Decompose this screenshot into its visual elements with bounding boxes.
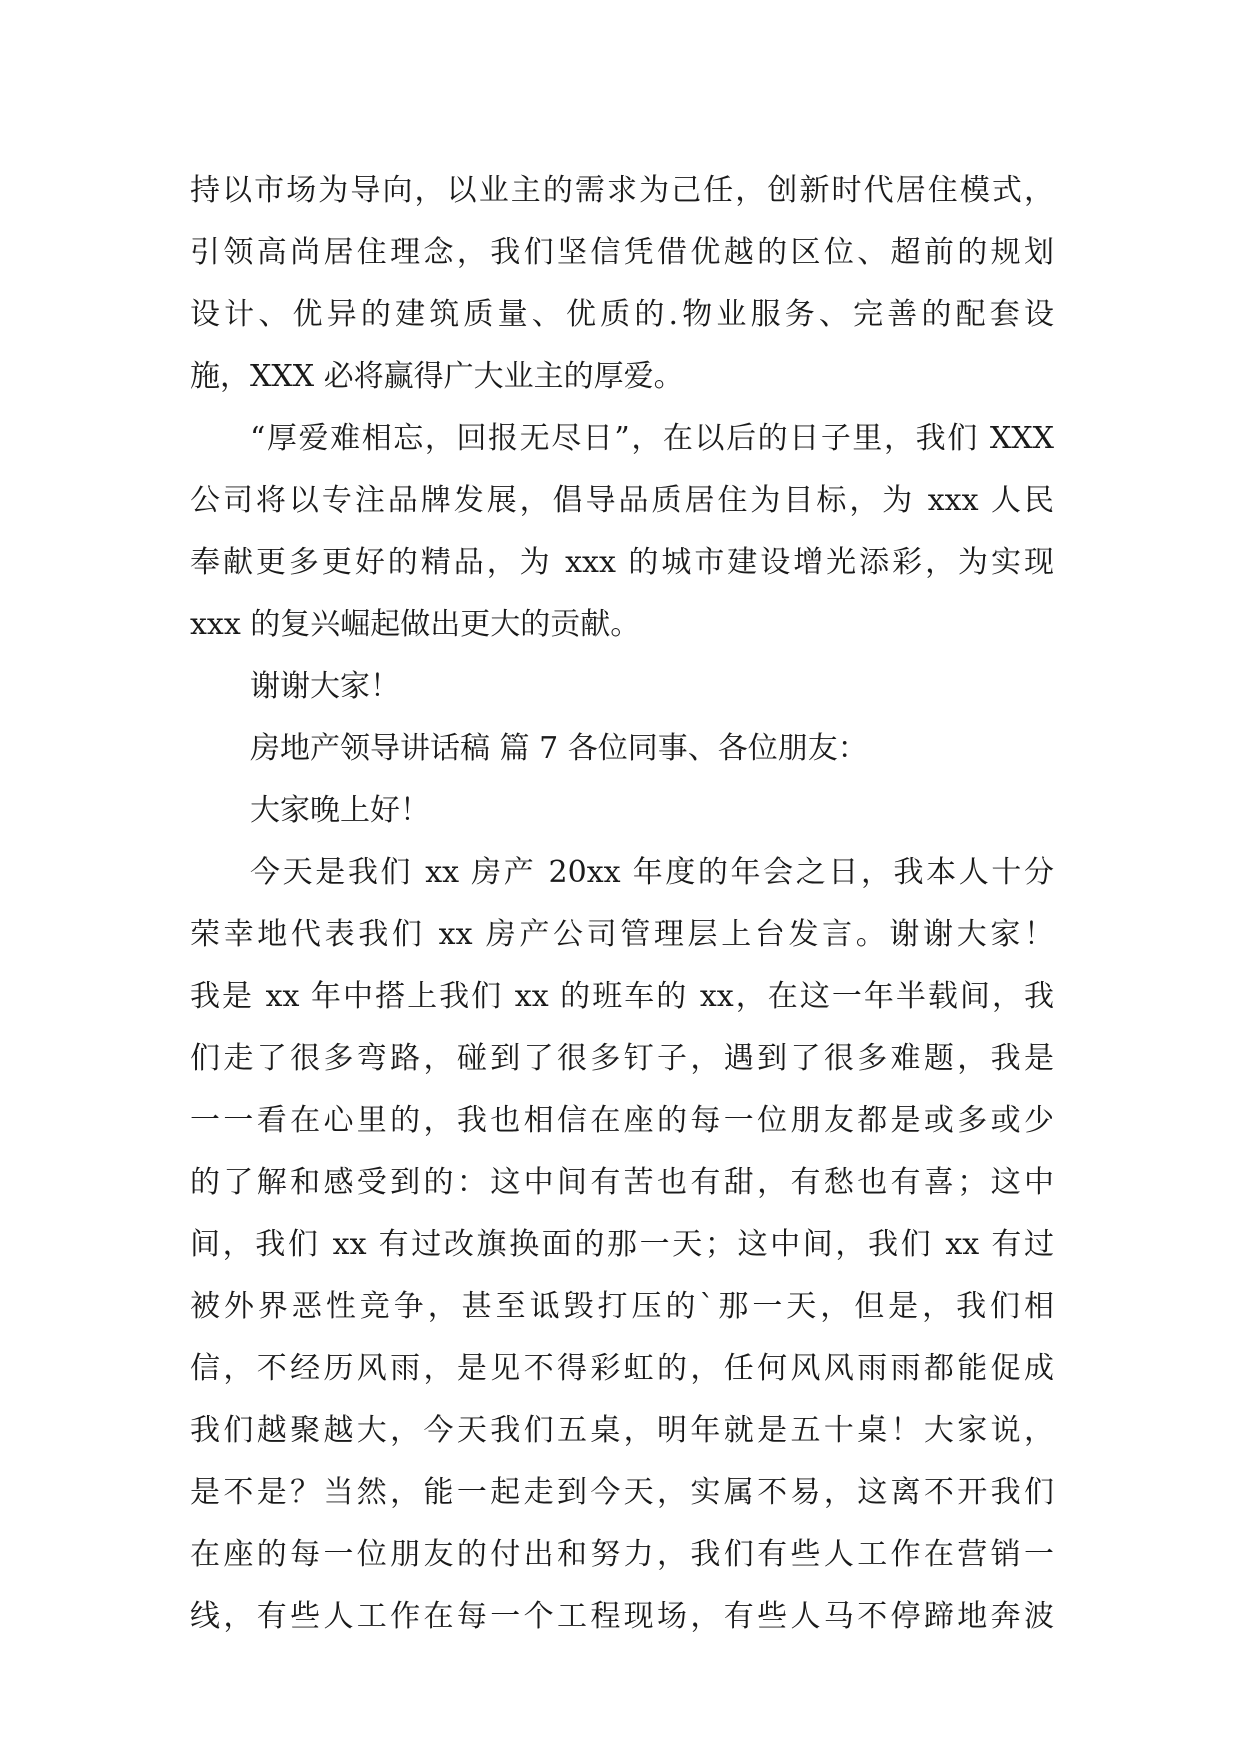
text-line: 房地产领导讲话稿 篇 7 各位同事、各位朋友： <box>250 731 868 766</box>
text-line: 谢谢大家！ <box>250 669 400 704</box>
text-line: 间，我们 xx 有过改旗换面的那一天；这中间，我们 xx 有过 <box>190 1227 1054 1262</box>
text-line: 信，不经历风雨，是见不得彩虹的，任何风风雨雨都能促成 <box>190 1351 1054 1386</box>
text-line: 大家晚上好！ <box>250 793 430 828</box>
text-line: 一一看在心里的，我也相信在座的每一位朋友都是或多或少 <box>190 1103 1054 1138</box>
text-line: 奉献更多更好的精品，为 xxx 的城市建设增光添彩，为实现 <box>190 545 1054 580</box>
text-line: 被外界恶性竞争，甚至诋毁打压的`那一天，但是，我们相 <box>190 1289 1054 1324</box>
text-line: 们走了很多弯路，碰到了很多钉子，遇到了很多难题，我是 <box>190 1041 1054 1076</box>
text-line: 持以市场为导向，以业主的需求为己任，创新时代居住模式， <box>190 173 1054 208</box>
text-line: 我是 xx 年中搭上我们 xx 的班车的 xx，在这一年半载间，我 <box>190 979 1054 1014</box>
text-line: 今天是我们 xx 房产 20xx 年度的年会之日，我本人十分 <box>250 855 1054 890</box>
text-line: 是不是？当然，能一起走到今天，实属不易，这离不开我们 <box>190 1475 1054 1510</box>
text-line: “厚爱难相忘，回报无尽日”，在以后的日子里，我们 XXX <box>250 421 1054 456</box>
text-line: 我们越聚越大，今天我们五桌，明年就是五十桌！大家说， <box>190 1413 1054 1448</box>
text-line: xxx 的复兴崛起做出更大的贡献。 <box>190 607 641 642</box>
text-line: 在座的每一位朋友的付出和努力，我们有些人工作在营销一 <box>190 1537 1054 1572</box>
text-line: 施，XXX 必将赢得广大业主的厚爱。 <box>190 359 684 394</box>
text-line: 的了解和感受到的：这中间有苦也有甜，有愁也有喜；这中 <box>190 1165 1054 1200</box>
text-line: 引领高尚居住理念，我们坚信凭借优越的区位、超前的规划 <box>190 235 1054 270</box>
document-body <box>190 160 1054 1648</box>
text-line: 公司将以专注品牌发展，倡导品质居住为目标，为 xxx 人民 <box>190 483 1054 518</box>
text-line: 设计、优异的建筑质量、优质的.物业服务、完善的配套设 <box>190 297 1054 332</box>
text-line: 荣幸地代表我们 xx 房产公司管理层上台发言。谢谢大家！ <box>190 917 1054 952</box>
text-line: 线，有些人工作在每一个工程现场，有些人马不停蹄地奔波 <box>190 1599 1054 1634</box>
